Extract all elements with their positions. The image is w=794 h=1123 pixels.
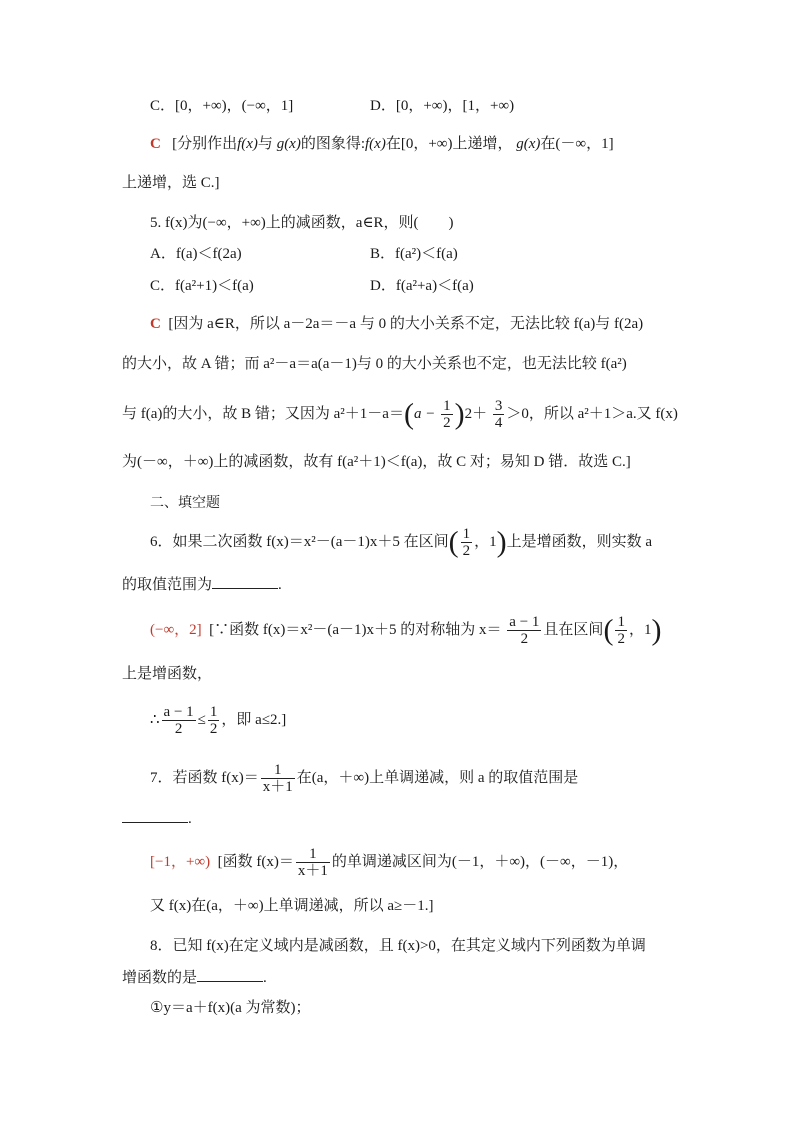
fraction-1-over-x-plus-1: $\frac{1}{x+1}$ bbox=[262, 762, 293, 795]
q8-item-1: ①y＝a＋f(x)(a 为常数)； bbox=[150, 1000, 311, 1016]
answer-blank[interactable] bbox=[197, 967, 263, 982]
fraction-one-half: $\frac{1}{2}$ bbox=[462, 526, 471, 559]
q4-answer-line1: C [分别作出f(x)与 g(x)的图象得:f(x)在[0，+∞)上递增， g(x)在(－∞，1] bbox=[150, 136, 614, 152]
q5-answer-line2: 的大小，故 A 错；而 a²－a＝a(a－1)与 0 的大小关系也不定，也无法比较 f(a²) bbox=[122, 356, 627, 372]
fraction-one-half: $\frac{1}{2}$ bbox=[443, 398, 451, 431]
q5-stem: 5. f(x)为(−∞，+∞)上的减函数，a∈R，则( ) bbox=[150, 215, 454, 231]
fraction-1-over-x-plus-1: $\frac{1}{x+1}$ bbox=[297, 846, 328, 879]
q5-option-c: C．f(a²+1)＜f(a) bbox=[150, 278, 254, 294]
section-heading-fill-in: 二、填空题 bbox=[150, 495, 220, 511]
q4-option-d: D．[0，+∞)，[1，+∞) bbox=[370, 98, 515, 114]
q5-answer-line3: 与 f(a)的大小，故 B 错；又因为 a²＋1－a＝(a − $\frac{1}{2}$ )2＋ $\frac{3}{4}$ ＞0，所以 a²＋1＞a.又 f(x) bbox=[122, 397, 678, 431]
answer-blank[interactable] bbox=[122, 808, 188, 823]
q6-answer-line1: (−∞，2] [∵函数 f(x)＝x²－(a－1)x＋5 的对称轴为 x＝ $\frac{a - 1}{2}$ 且在区间( $\frac{1}{2}$ ，1) bbox=[150, 613, 662, 647]
answer-blank[interactable] bbox=[212, 574, 278, 589]
q8-stem-line2: 增函数的是 . bbox=[122, 967, 267, 988]
q5-option-d: D．f(a²+a)＜f(a) bbox=[370, 278, 474, 294]
q6-answer-value: (−∞，2] bbox=[150, 621, 202, 638]
q7-stem-line1: 7．若函数 f(x)＝ $\frac{1}{x+1}$ 在(a，＋∞)上单调递减，则 a 的取值范围是 bbox=[150, 762, 579, 795]
fraction-a-minus-1-over-2: $\frac{a - 1}{2}$ bbox=[163, 704, 194, 737]
q6-stem-line1: 6．如果二次函数 f(x)＝x²－(a－1)x＋5 在区间( $\frac{1}{2}$ ，1)上是增函数，则实数 a bbox=[150, 525, 653, 559]
q8-stem-line1: 8．已知 f(x)在定义域内是减函数，且 f(x)>0，在其定义域内下列函数为单调 bbox=[150, 938, 646, 954]
fraction-one-half: $\frac{1}{2}$ bbox=[617, 614, 625, 647]
fraction-axis: $\frac{a - 1}{2}$ bbox=[509, 614, 540, 647]
q7-stem-line2: . bbox=[122, 808, 192, 829]
q6-answer-line2: 上是增函数， bbox=[122, 666, 213, 682]
q5-answer-line4: 为(－∞，＋∞)上的减函数，故有 f(a²＋1)＜f(a)，故 C 对；易知 D 错．故选 C.] bbox=[122, 454, 631, 470]
q4-option-c: C．[0，+∞)，(−∞，1] bbox=[150, 98, 294, 114]
q7-answer-line2: 又 f(x)在(a，＋∞)上单调递减，所以 a≥－1.] bbox=[150, 898, 434, 914]
fraction-one-half: $\frac{1}{2}$ bbox=[209, 704, 218, 737]
q6-stem-line2: 的取值范围为 . bbox=[122, 574, 282, 595]
q5-answer-letter: C bbox=[150, 316, 161, 332]
q6-answer-line3: ∴ $\frac{a - 1}{2}$ ≤ $\frac{1}{2}$ ，即 a≤2.] bbox=[150, 704, 287, 737]
q7-answer-line1: [−1，+∞) [函数 f(x)＝ $\frac{1}{x+1}$ 的单调递减区间为(－1，＋∞)，(－∞，－1)， bbox=[150, 846, 629, 879]
q4-answer-line2: 上递增，选 C.] bbox=[122, 175, 220, 191]
fraction-three-quarters: $\frac{3}{4}$ bbox=[494, 398, 503, 431]
q4-answer-letter: C bbox=[150, 136, 161, 152]
q5-answer-line1: C [因为 a∈R，所以 a－2a＝－a 与 0 的大小关系不定，无法比较 f(a)与 f(2a) bbox=[150, 316, 644, 332]
q7-answer-value: [−1，+∞) bbox=[150, 853, 211, 870]
q5-option-b: B．f(a²)＜f(a) bbox=[370, 246, 458, 262]
q5-option-a: A．f(a)＜f(2a) bbox=[150, 246, 242, 262]
